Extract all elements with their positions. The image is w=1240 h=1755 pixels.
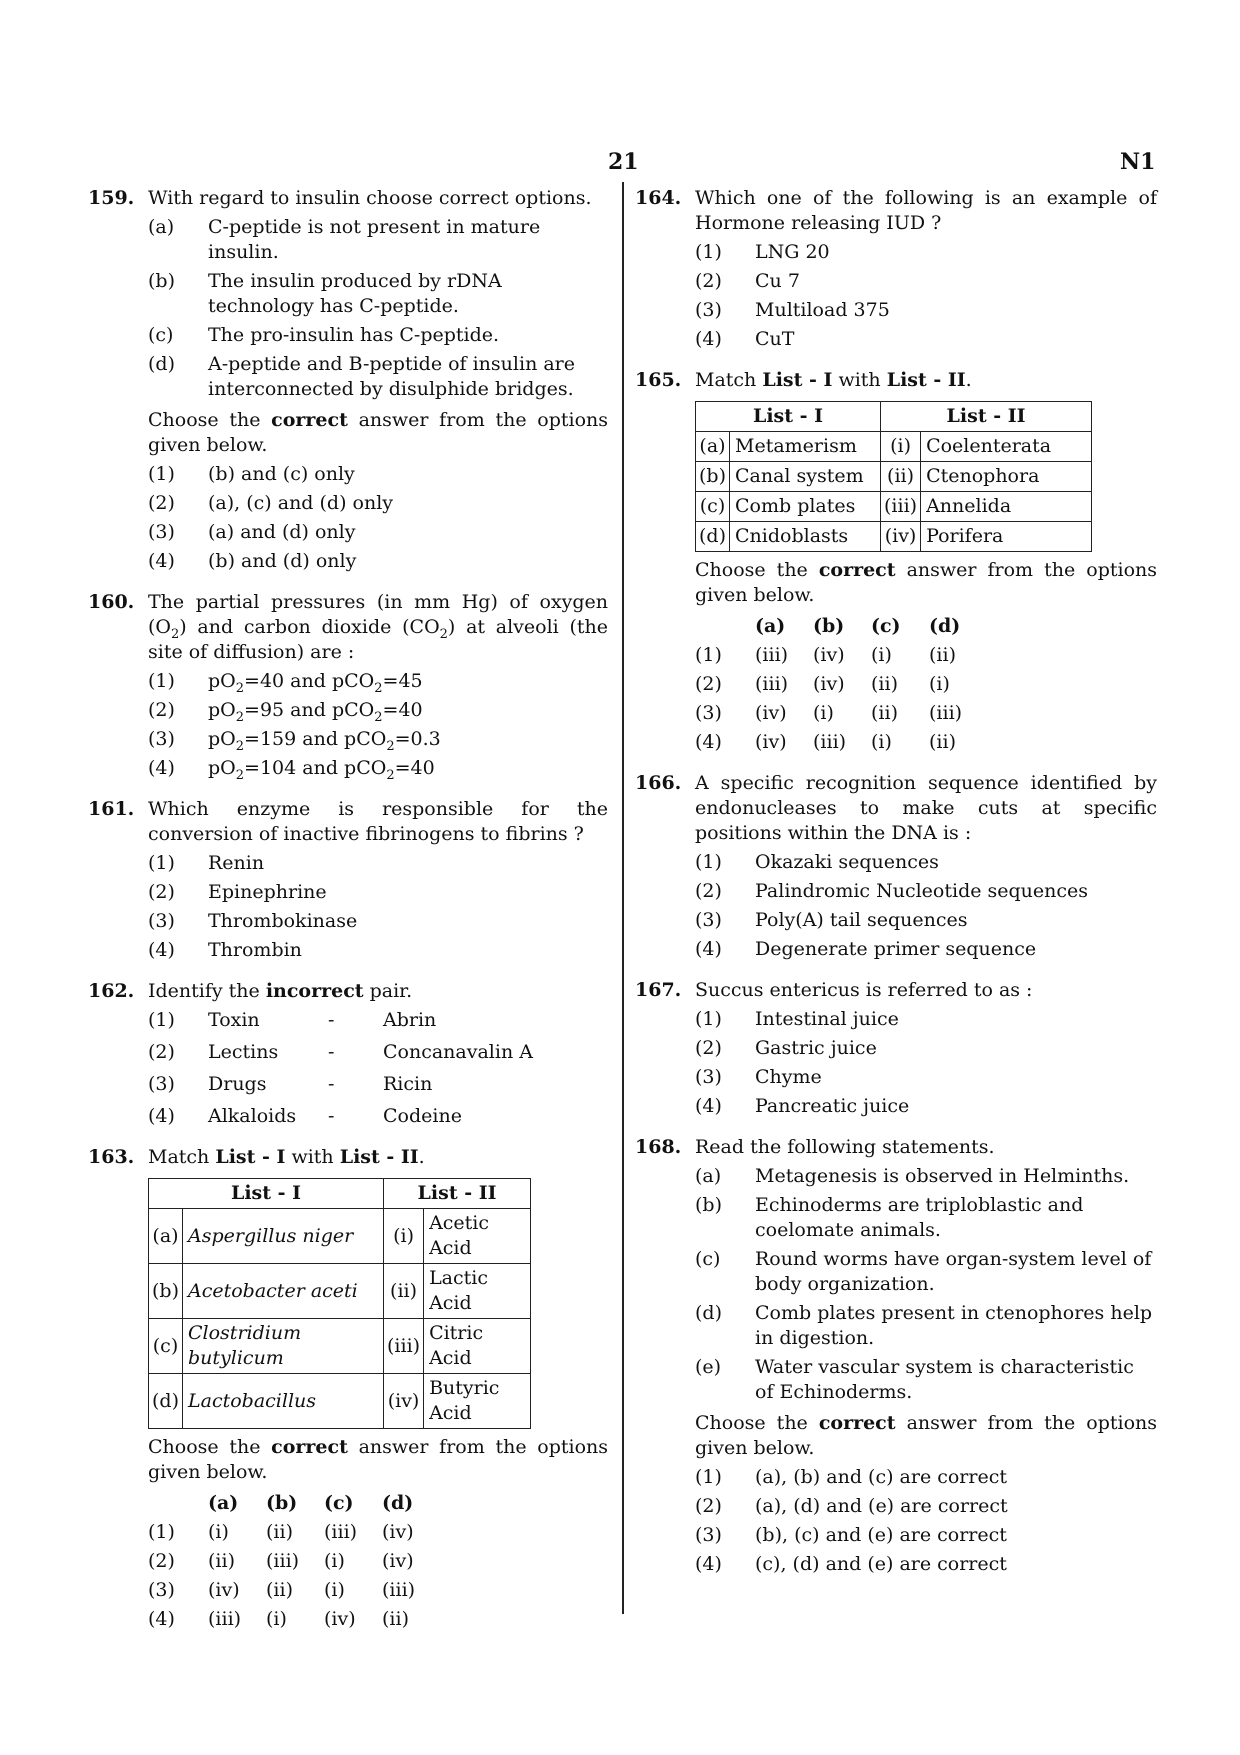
option-1[interactable]: [695, 1007, 1157, 1032]
instruction: Choose the correct answer from the options given below.: [695, 559, 1157, 606]
question-stem: Which one of the following is an example of Hormone releasing IUD ?: [695, 187, 1157, 234]
question-stem: Succus entericus is referred to as :: [695, 979, 1033, 1001]
option-label[interactable]: (2): [148, 1550, 175, 1572]
statement-d: [148, 352, 608, 402]
question-stem: The partial pressures (in mm Hg) of oxygen $(O_2)$ and carbon dioxide $(CO_2)$ at alveoli (the site of diffusion) are :: [148, 591, 608, 663]
question-stem: Identify the incorrect pair.: [148, 980, 413, 1002]
table-row: (b) Acetobacter aceti (ii) Lactic Acid: [149, 1264, 531, 1319]
option-label: (2): [695, 270, 722, 292]
option-text: (a), (c) and (d) only: [208, 492, 394, 514]
answer-grid: (a) (b) (c) (d) (1) (i) (ii) (iii) (iv) (2) (ii) (iii) (i) (iv) (3) (iv) (ii) (i) (iii) (4) (iii) (i) (iv) (ii): [148, 1492, 416, 1630]
option-label[interactable]: (4): [695, 731, 722, 753]
option-text: (b), (c) and (e) are correct: [755, 1524, 1007, 1546]
pair-dash: -: [328, 1073, 335, 1095]
option-4[interactable]: [695, 937, 1157, 962]
question-159: [88, 186, 608, 574]
option-label: (2): [148, 492, 175, 514]
option-label: (4): [148, 757, 175, 779]
option-text: (b) and (c) only: [208, 463, 355, 485]
column-divider: [622, 182, 624, 1614]
option-label: (2): [148, 699, 175, 721]
option-label: (1): [695, 1008, 722, 1030]
pair-right: Concanavalin A: [383, 1041, 533, 1063]
option-text: Degenerate primer sequence: [755, 938, 1037, 960]
option-2[interactable]: [148, 491, 608, 516]
statement-label: (b): [695, 1194, 722, 1216]
statement-text: C-peptide is not present in mature insulin.: [208, 216, 541, 263]
question-162: [88, 979, 608, 1129]
option-text: Intestinal juice: [755, 1008, 899, 1030]
pair-dash: -: [328, 1105, 335, 1127]
option-label[interactable]: (1): [148, 1009, 175, 1031]
question-164: [635, 186, 1157, 352]
option-label: (3): [695, 1524, 722, 1546]
question-number: 166.: [635, 772, 682, 794]
option-label: (3): [695, 1066, 722, 1088]
table-row: (b) Canal system (ii) Ctenophora: [696, 462, 1092, 492]
question-stem: Read the following statements.: [695, 1136, 995, 1158]
table-row: (c) Clostridium butylicum (iii) Citric Acid: [149, 1319, 531, 1374]
pair-left: Lectins: [208, 1041, 279, 1063]
statement-text: The pro-insulin has C-peptide.: [208, 324, 500, 346]
question-167: [635, 978, 1157, 1119]
option-3[interactable]: [695, 298, 1157, 323]
option-label: (4): [148, 939, 175, 961]
question-161: [88, 797, 608, 963]
option-label[interactable]: (1): [148, 1521, 175, 1543]
statement-text: Comb plates present in ctenophores help in digestion.: [755, 1302, 1153, 1349]
option-text: Renin: [208, 852, 265, 874]
option-text: Okazaki sequences: [755, 851, 939, 873]
question-stem: Which enzyme is responsible for the conversion of inactive fibrinogens to fibrins ?: [148, 798, 608, 845]
option-text: (a), (d) and (e) are correct: [755, 1495, 1008, 1517]
instruction: Choose the correct answer from the options given below.: [148, 1436, 608, 1483]
option-4[interactable]: [695, 1552, 1157, 1577]
statement-b: [695, 1193, 1157, 1243]
option-text: (c), (d) and (e) are correct: [755, 1553, 1007, 1575]
option-2[interactable]: [695, 1494, 1157, 1519]
statement-label: (e): [695, 1356, 722, 1378]
question-number: 159.: [88, 187, 135, 209]
statement-text: Water vascular system is characteristic of Echinoderms.: [755, 1356, 1134, 1403]
option-text: (a), (b) and (c) are correct: [755, 1466, 1007, 1488]
option-1[interactable]: [148, 851, 608, 876]
option-label: (1): [148, 852, 175, 874]
option-label: (1): [695, 241, 722, 263]
instruction: Choose the correct answer from the options given below.: [148, 409, 608, 456]
right-column: [635, 186, 1157, 1593]
option-label: (2): [695, 880, 722, 902]
option-label[interactable]: (4): [148, 1105, 175, 1127]
question-stem: Match List - I with List - II.: [148, 1146, 425, 1168]
table-row: (a) Metamerism (i) Coelenterata: [696, 432, 1092, 462]
question-stem: Match List - I with List - II.: [695, 369, 972, 391]
option-text: Chyme: [755, 1066, 822, 1088]
question-number: 167.: [635, 979, 682, 1001]
option-label: (4): [148, 550, 175, 572]
option-3[interactable]: [695, 908, 1157, 933]
option-4[interactable]: [695, 1094, 1157, 1119]
statement-b: [148, 269, 608, 319]
pair-dash: -: [328, 1041, 335, 1063]
table-row: (a) Aspergillus niger (i) Acetic Acid: [149, 1209, 531, 1264]
option-text: Epinephrine: [208, 881, 327, 903]
statement-text: The insulin produced by rDNA technology has C-peptide.: [208, 270, 502, 317]
question-160: [88, 590, 608, 781]
option-text: Poly(A) tail sequences: [755, 909, 968, 931]
statement-label: (a): [148, 216, 175, 238]
option-4[interactable]: (4) $pO_2=104$ and pCO$_2$=40: [148, 757, 435, 783]
statement-a: [148, 215, 608, 265]
option-3[interactable]: [148, 520, 608, 545]
option-1[interactable]: [695, 240, 1157, 265]
option-label: (4): [695, 328, 722, 350]
statement-c: [148, 323, 608, 348]
list1-header: List - I: [149, 1179, 384, 1209]
option-label: (3): [695, 299, 722, 321]
option-label: (2): [695, 1495, 722, 1517]
statement-c: [695, 1247, 1157, 1297]
table-row: (d) Lactobacillus (iv) Butyric Acid: [149, 1374, 531, 1429]
option-label[interactable]: (3): [148, 1579, 175, 1601]
question-number: 165.: [635, 369, 682, 391]
match-table: [148, 1178, 531, 1429]
statement-label: (c): [695, 1248, 721, 1270]
question-163: [88, 1145, 608, 1632]
option-label: (2): [695, 1037, 722, 1059]
option-1[interactable]: [695, 850, 1157, 875]
pair-right: Ricin: [383, 1073, 433, 1095]
option-label: (3): [148, 728, 175, 750]
instruction: Choose the correct answer from the options given below.: [695, 1412, 1157, 1459]
option-4[interactable]: [148, 549, 608, 574]
option-2[interactable]: (2) $pO_2=95$ and pCO$_2$=40: [148, 699, 423, 725]
pair-left: Alkaloids: [208, 1105, 297, 1127]
option-text: CuT: [755, 328, 795, 350]
option-text: (b) and (d) only: [208, 550, 357, 572]
option-3[interactable]: [695, 1523, 1157, 1548]
pair-dash: -: [328, 1009, 335, 1031]
question-stem: A specific recognition sequence identified by endonucleases to make cuts at specific positions within the DNA is :: [695, 772, 1157, 844]
option-1[interactable]: (1) $pO_2=40$ and pCO$_2$=45: [148, 670, 423, 696]
statement-d: [695, 1301, 1157, 1351]
statement-a: [695, 1164, 1157, 1189]
option-label[interactable]: (2): [148, 1041, 175, 1063]
option-label: (2): [148, 881, 175, 903]
statement-text: Round worms have organ-system level of body organization.: [755, 1248, 1152, 1295]
option-text: LNG 20: [755, 241, 830, 263]
statement-label: (b): [148, 270, 175, 292]
option-4[interactable]: [695, 327, 1157, 352]
option-label[interactable]: (3): [148, 1073, 175, 1095]
option-label[interactable]: (4): [148, 1608, 175, 1630]
pair-left: Toxin: [208, 1009, 260, 1031]
match-table: [695, 401, 1092, 552]
statement-text: A-peptide and B-peptide of insulin are interconnected by disulphide bridges.: [208, 353, 575, 400]
option-label[interactable]: (3): [695, 702, 722, 724]
option-1[interactable]: [148, 462, 608, 487]
question-stem: With regard to insulin choose correct options.: [148, 187, 592, 209]
option-text: Thrombokinase: [208, 910, 358, 932]
option-text: Cu 7: [755, 270, 800, 292]
option-2[interactable]: [695, 269, 1157, 294]
option-3[interactable]: [148, 909, 608, 934]
question-number: 160.: [88, 591, 135, 613]
option-3[interactable]: (3) $pO_2=159$ and pCO$_2$=0.3: [148, 728, 441, 754]
option-2[interactable]: [695, 879, 1157, 904]
option-label: (3): [695, 909, 722, 931]
list1-header: List - I: [696, 402, 881, 432]
statement-label: (a): [695, 1165, 722, 1187]
answer-grid: (a) (b) (c) (d) (1) (iii) (iv) (i) (ii) (2) (iii) (iv) (ii) (i) (3) (iv) (i) (ii) (iii) (4) (iv) (iii) (i) (ii): [695, 615, 963, 753]
option-text: Thrombin: [208, 939, 302, 961]
table-row: (d) Cnidoblasts (iv) Porifera: [696, 522, 1092, 552]
paper-code: N1: [1120, 149, 1156, 175]
list2-header: List - II: [881, 402, 1092, 432]
option-label: (1): [695, 851, 722, 873]
table-row: (c) Comb plates (iii) Annelida: [696, 492, 1092, 522]
question-number: 162.: [88, 980, 135, 1002]
left-column: [88, 186, 608, 1648]
option-label: (3): [148, 910, 175, 932]
option-label: (4): [695, 1095, 722, 1117]
question-number: 168.: [635, 1136, 682, 1158]
pair-right: Abrin: [383, 1009, 437, 1031]
option-label: (3): [148, 521, 175, 543]
page-number: 21: [608, 149, 639, 175]
question-number: 161.: [88, 798, 135, 820]
question-number: 164.: [635, 187, 682, 209]
option-4[interactable]: [148, 938, 608, 963]
option-label: (1): [148, 670, 175, 692]
statement-text: Metagenesis is observed in Helminths.: [755, 1165, 1130, 1187]
option-label: (1): [148, 463, 175, 485]
option-label: (4): [695, 938, 722, 960]
option-label[interactable]: (2): [695, 673, 722, 695]
statement-label: (d): [695, 1302, 722, 1324]
pair-left: Drugs: [208, 1073, 267, 1095]
option-text: (a) and (d) only: [208, 521, 356, 543]
statement-text: Echinoderms are triploblastic and coelomate animals.: [755, 1194, 1084, 1241]
option-text: Gastric juice: [755, 1037, 877, 1059]
option-1[interactable]: [695, 1465, 1157, 1490]
option-label: (1): [695, 1466, 722, 1488]
option-text: Palindromic Nucleotide sequences: [755, 880, 1089, 902]
option-3[interactable]: [695, 1065, 1157, 1090]
question-168: [635, 1135, 1157, 1577]
question-165: [635, 368, 1157, 755]
option-text: Multiload 375: [755, 299, 890, 321]
question-166: [635, 771, 1157, 962]
option-label: (4): [695, 1553, 722, 1575]
option-2[interactable]: [695, 1036, 1157, 1061]
statement-e: [695, 1355, 1157, 1405]
option-2[interactable]: [148, 880, 608, 905]
option-label[interactable]: (1): [695, 644, 722, 666]
pair-right: Codeine: [383, 1105, 462, 1127]
statement-label: (c): [148, 324, 174, 346]
option-text: Pancreatic juice: [755, 1095, 910, 1117]
question-number: 163.: [88, 1146, 135, 1168]
statement-label: (d): [148, 353, 175, 375]
pair-options: [148, 1008, 608, 1129]
list2-header: List - II: [384, 1179, 531, 1209]
